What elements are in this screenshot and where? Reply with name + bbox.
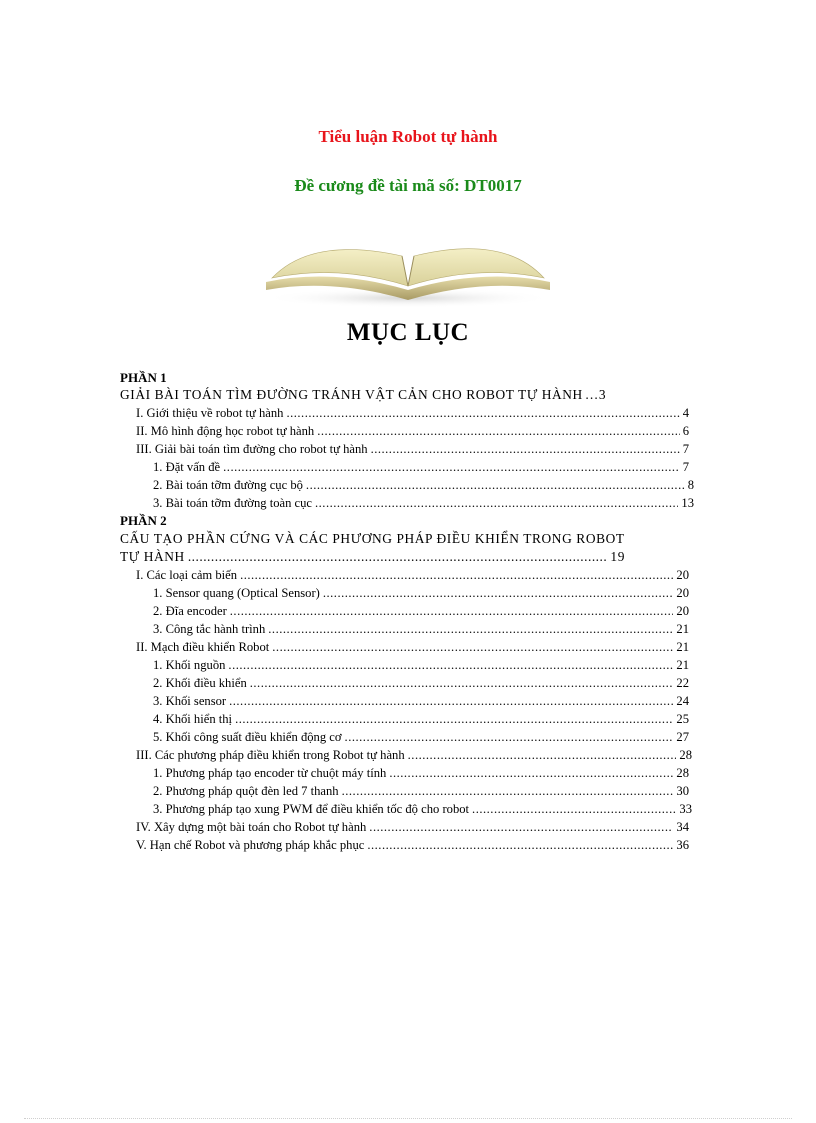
- page-number: 27: [676, 730, 689, 744]
- entry-text: III. Giải bài toán tìm đường cho robot tự hành: [136, 442, 368, 456]
- entry-text: 2. Khối điều khiển: [153, 676, 247, 690]
- toc-entry: [136, 440, 689, 458]
- toc-entry: [153, 656, 689, 674]
- page-number: 3: [598, 387, 607, 402]
- toc-entry: [153, 674, 689, 692]
- page-number: 25: [676, 712, 689, 726]
- page-number: 21: [676, 622, 689, 636]
- entry-text: IV. Xây dựng một bài toán cho Robot tự hành: [136, 820, 367, 834]
- toc-entry: [136, 638, 689, 656]
- page-bottom-divider: [24, 1118, 792, 1119]
- entry-text: 2. Đĩa encoder: [153, 604, 227, 618]
- toc-section-heading: [120, 548, 625, 566]
- toc-entry: [136, 566, 689, 584]
- page-number: 19: [610, 549, 625, 564]
- entry-text: I. Giới thiệu về robot tự hành: [136, 406, 284, 420]
- document-title: Tiểu luận Robot tự hành: [318, 127, 498, 146]
- entry-text: II. Mô hình động học robot tự hành: [136, 424, 315, 438]
- page-number: 33: [679, 802, 692, 816]
- toc-entry: [153, 476, 694, 494]
- entry-text: 1. Sensor quang (Optical Sensor): [153, 586, 320, 600]
- toc-entry: [153, 764, 689, 782]
- toc-entry: [136, 818, 689, 836]
- entry-text: 5. Khối công suất điều khiển động cơ: [153, 730, 342, 744]
- document-subtitle: Đề cương đề tài mã số: DT0017: [294, 176, 522, 195]
- entry-text: 3. Công tắc hành trình: [153, 622, 266, 636]
- part-label: PHẦN 2: [120, 513, 167, 528]
- entry-text: 1. Khối nguồn: [153, 658, 226, 672]
- entry-text: I. Các loại cảm biến: [136, 568, 238, 582]
- page-number: 21: [676, 640, 689, 654]
- toc-entry: [136, 836, 689, 854]
- section-heading-text: GIẢI BÀI TOÁN TÌM ĐƯỜNG TRÁNH VẬT CẢN CHO ROBOT TỰ HÀNH: [120, 387, 583, 402]
- open-book-icon: [262, 226, 554, 308]
- toc-entry: [153, 782, 689, 800]
- page-number: 22: [676, 676, 689, 690]
- entry-text: V. Hạn chế Robot và phương pháp khắc phục: [136, 838, 365, 852]
- page-number: 30: [676, 784, 689, 798]
- toc-entry: [153, 458, 689, 476]
- entry-text: 2. Bài toán tỡm đường cục bộ: [153, 478, 303, 492]
- page-number: 24: [676, 694, 689, 708]
- page-number: 20: [676, 568, 689, 582]
- toc-entry: [136, 404, 689, 422]
- page-number: 7: [682, 442, 689, 456]
- page-number: 36: [676, 838, 689, 852]
- entry-text: 2. Phương pháp quột đèn led 7 thanh: [153, 784, 339, 798]
- toc-entry: [153, 584, 689, 602]
- entry-text: 3. Bài toán tỡm đường toàn cục: [153, 496, 312, 510]
- toc-entry: [136, 746, 692, 764]
- toc-entry: [153, 800, 692, 818]
- entry-text: 4. Khối hiển thị: [153, 712, 233, 726]
- page-number: 4: [682, 406, 689, 420]
- entry-text: 1. Phương pháp tạo encoder từ chuột máy tính: [153, 766, 387, 780]
- toc-entry: [136, 422, 689, 440]
- entry-text: II. Mạch điều khiển Robot: [136, 640, 270, 654]
- entry-text: 3. Khối sensor: [153, 694, 227, 708]
- page-number: 20: [676, 586, 689, 600]
- page-number: 28: [679, 748, 692, 762]
- toc-heading: MỤC LỤC: [346, 319, 470, 346]
- page-number: 28: [676, 766, 689, 780]
- toc-entry: [153, 494, 694, 512]
- page-number: 6: [682, 424, 689, 438]
- page-number: 13: [681, 496, 694, 510]
- entry-text: 1. Đặt vấn đề: [153, 460, 221, 474]
- toc-entry: [153, 710, 689, 728]
- toc-section-heading: GIẢI BÀI TOÁN TÌM ĐƯỜNG TRÁNH VẬT CẢN CHO ROBOT TỰ HÀNH … 3: [120, 387, 607, 402]
- section-heading-text: CẤU TẠO PHẦN CỨNG VÀ CÁC PHƯƠNG PHÁP ĐIỀU KHIỂN TRONG ROBOT: [120, 531, 625, 546]
- page-number: 20: [676, 604, 689, 618]
- entry-text: III. Các phương pháp điều khiển trong Robot tự hành: [136, 748, 405, 762]
- page-number: 7: [682, 460, 689, 474]
- toc-entry: [153, 728, 689, 746]
- page-number: 34: [676, 820, 689, 834]
- part-label: PHẦN 1: [120, 370, 167, 385]
- toc-entry: [153, 620, 689, 638]
- page-number: 21: [676, 658, 689, 672]
- section-heading-text: TỰ HÀNH: [120, 549, 185, 564]
- toc-entry: [153, 692, 689, 710]
- toc-entry: [153, 602, 689, 620]
- page-number: 8: [687, 478, 694, 492]
- entry-text: 3. Phương pháp tạo xung PWM để điều khiển tốc độ cho robot: [153, 802, 470, 816]
